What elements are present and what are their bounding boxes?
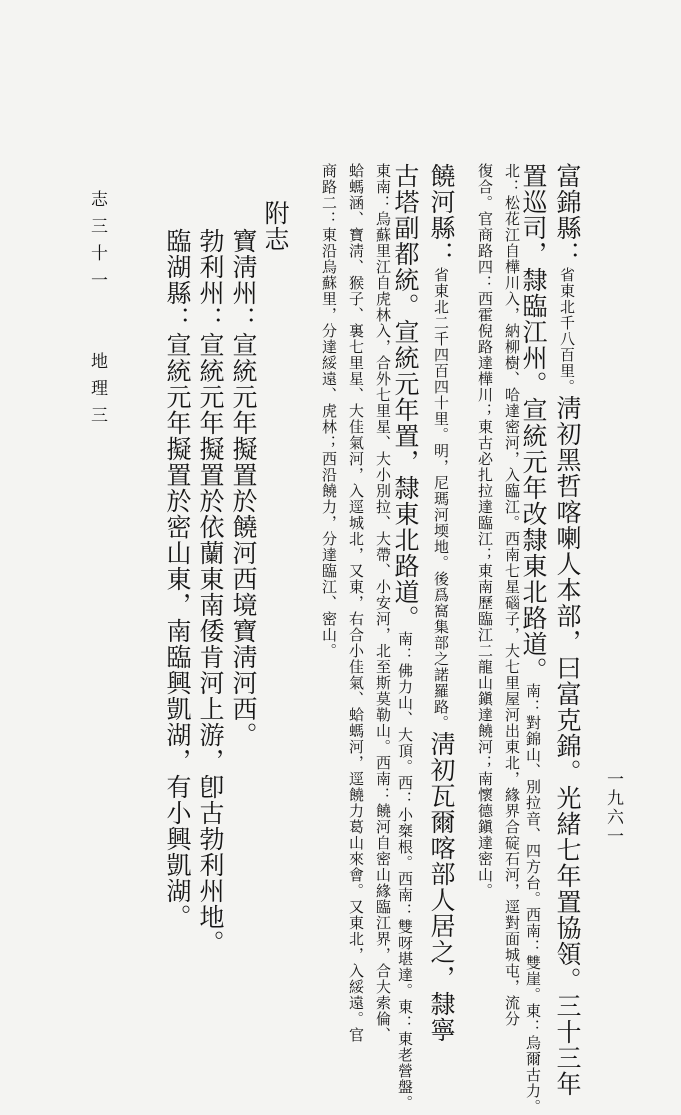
note-text-run: 省東北二千四百四十里。明，尼瑪河堧地。後爲窩集部之諾羅路。 [432, 267, 450, 731]
main-text-run: 附志 [261, 200, 290, 252]
note-text-run: 商路二：東沿烏蘇里，分達綏遠、虎林；西沿饒力，分達臨江、密山。 [320, 163, 338, 659]
note-text-run: 南：對錦山、別拉音、四方台。西南：雙崖。東：烏爾古力。 [524, 683, 542, 1115]
text-column [463, 163, 493, 918]
text-column [334, 163, 365, 1043]
main-text-run: 寶淸州：宣統元年擬置於饒河西境寶淸河西。 [229, 228, 258, 748]
note-text-run: 省東北千八百里。 [558, 267, 576, 395]
note-text-run: 南：佛力山、大頂。西：小椉根。西南：雙呀堪達。東：東老營盤。 [396, 631, 414, 1111]
text-column [490, 163, 521, 1027]
main-text-run: 臨湖縣：宣統元年擬置於密山東，南臨興凱湖，有小興凱湖。 [163, 228, 192, 930]
note-text-run: 北：松花江自樺川入，納柳樹、哈達密河，入臨江。西南七星碯子，大七里屋河出東北，緣界合碇石河，逕對面城屯，流分 [503, 163, 521, 1027]
text-column [361, 163, 392, 1043]
text-column [424, 163, 456, 1043]
page-number: 一九六一 [603, 770, 623, 846]
text-column [388, 163, 420, 1111]
running-header-section: 地理三 [87, 352, 107, 433]
note-text-run: 蛤螞涵、寶淸、猴子、裏七里星、大佳氣河，入逕城北，又東，右合小佳氣、蛤螞河，逕饒力葛山來會。又東北，入綏遠。官 [347, 163, 365, 1043]
main-text-run: 置巡司，隸臨江州。宣統元年改隸東北路道。 [519, 163, 548, 683]
running-header-chapter: 志三十一 [87, 190, 107, 298]
main-text-run: 富錦縣： [553, 163, 582, 267]
main-text-run: 淸初瓦爾喀部人居之，隸寧 [427, 731, 456, 1043]
text-column [307, 163, 337, 918]
note-text-run: 復合。官商路四：西霍倪路達樺川；東古必扎拉達臨江；東南歷臨江二龍山鎭達饒河；南懷德鎭達密山。 [476, 163, 494, 899]
main-text-run: 勃利州：宣統元年擬置於依蘭東南倭肯河上游，卽古勃利州地。 [196, 228, 225, 956]
text-column [226, 228, 256, 928]
main-text-run: 淸初黑哲喀喇人本部，曰富克錦。光緒七年置協領。三十三年 [553, 395, 582, 1097]
text-column [193, 228, 225, 956]
main-text-run: 饒河縣： [427, 163, 456, 267]
note-text-run: 東南：烏蘇里江自虎林入，合外七里星、大小別拉、大帶、小安河，北至斯莫勒山。西南：饒河自密山緣臨江界，合大索倫、 [374, 163, 392, 1043]
text-column [258, 200, 288, 300]
text-column [550, 163, 582, 1097]
text-column [160, 228, 190, 928]
main-text-run: 古塔副都統。宣統元年置，隸東北路道。 [391, 163, 420, 631]
